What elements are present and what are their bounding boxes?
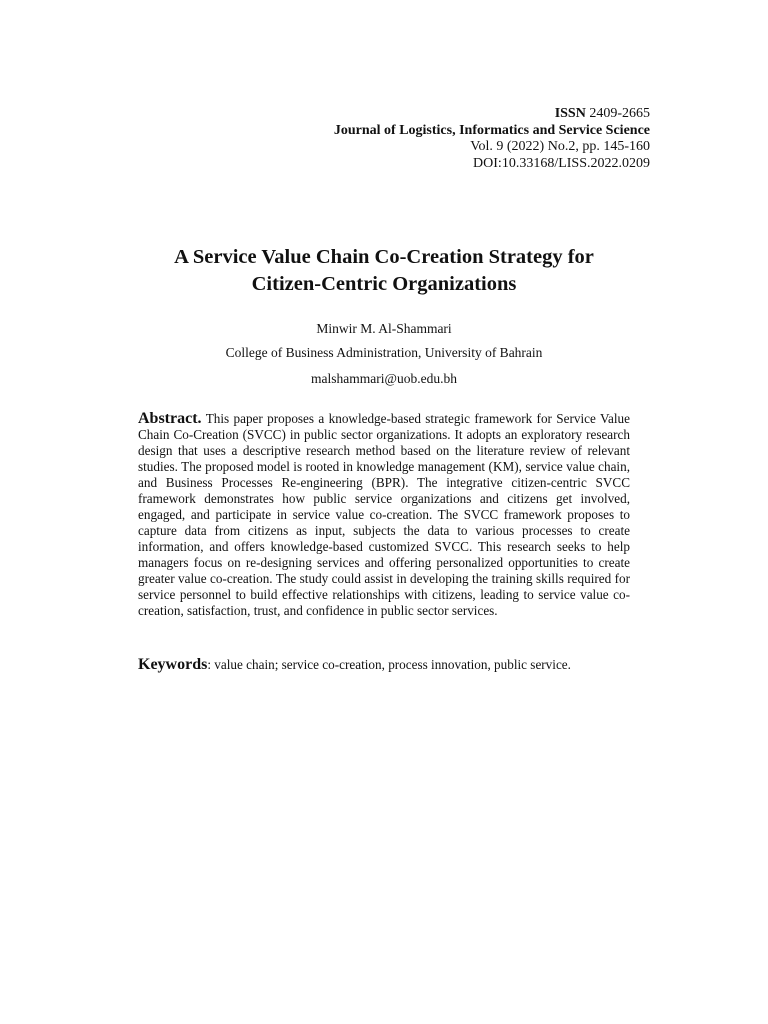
journal-name: Journal of Logistics, Informatics and Service Science — [333, 122, 650, 138]
journal-header — [334, 106, 650, 172]
author-email: malshammari@uob.edu.bh — [311, 371, 457, 386]
doi: DOI:10.33168/LISS.2022.0209 — [473, 155, 650, 171]
author-name: Minwir M. Al-Shammari — [316, 321, 452, 336]
keywords-text: : value chain; service co-creation, process innovation, public service. — [207, 657, 571, 672]
abstract — [138, 411, 630, 619]
issn-line — [334, 106, 650, 123]
issn-label: ISSN — [554, 106, 586, 121]
abstract-text: This paper proposes a knowledge-based strategic framework for Service Value Chain Co-Creation (SVCC) in public sector organizations. It adopts an exploratory research design that uses a descriptive research method based on the literature review of relevant studies. The proposed model is rooted in knowledge management (KM), service value chain, and Business Processes Re-engineering (BPR). The integrative citizen-centric SVCC framework demonstrates how public service organizations and citizens get involved, engaged, and participate in service value co-creation. The SVCC framework proposes to capture data from citizens as input, subjects the data to various processes to create information, and offers knowledge-based customized SVCC. This research seeks to help managers focus on re-designing services and offering personalized opportunities to create greater value co-creation. The study could assist in developing the training skills required for service personnel to build effective relationships with citizens, leading to service value co-creation, satisfaction, trust, and confidence in public sector services. — [138, 411, 630, 618]
issn-number: 2409-2665 — [589, 106, 650, 121]
volume-info: Vol. 9 (2022) No.2, pp. 145-160 — [470, 139, 650, 154]
keywords — [138, 656, 648, 674]
paper-title-line-1: A Service Value Chain Co-Creation Strategy for — [174, 246, 594, 268]
keywords-label: Keywords — [138, 656, 208, 673]
abstract-label: Abstract. — [138, 410, 202, 427]
paper-title — [120, 244, 648, 298]
author-affiliation: College of Business Administration, University of Bahrain — [225, 345, 543, 360]
paper-title-line-2: Citizen-Centric Organizations — [251, 273, 517, 295]
